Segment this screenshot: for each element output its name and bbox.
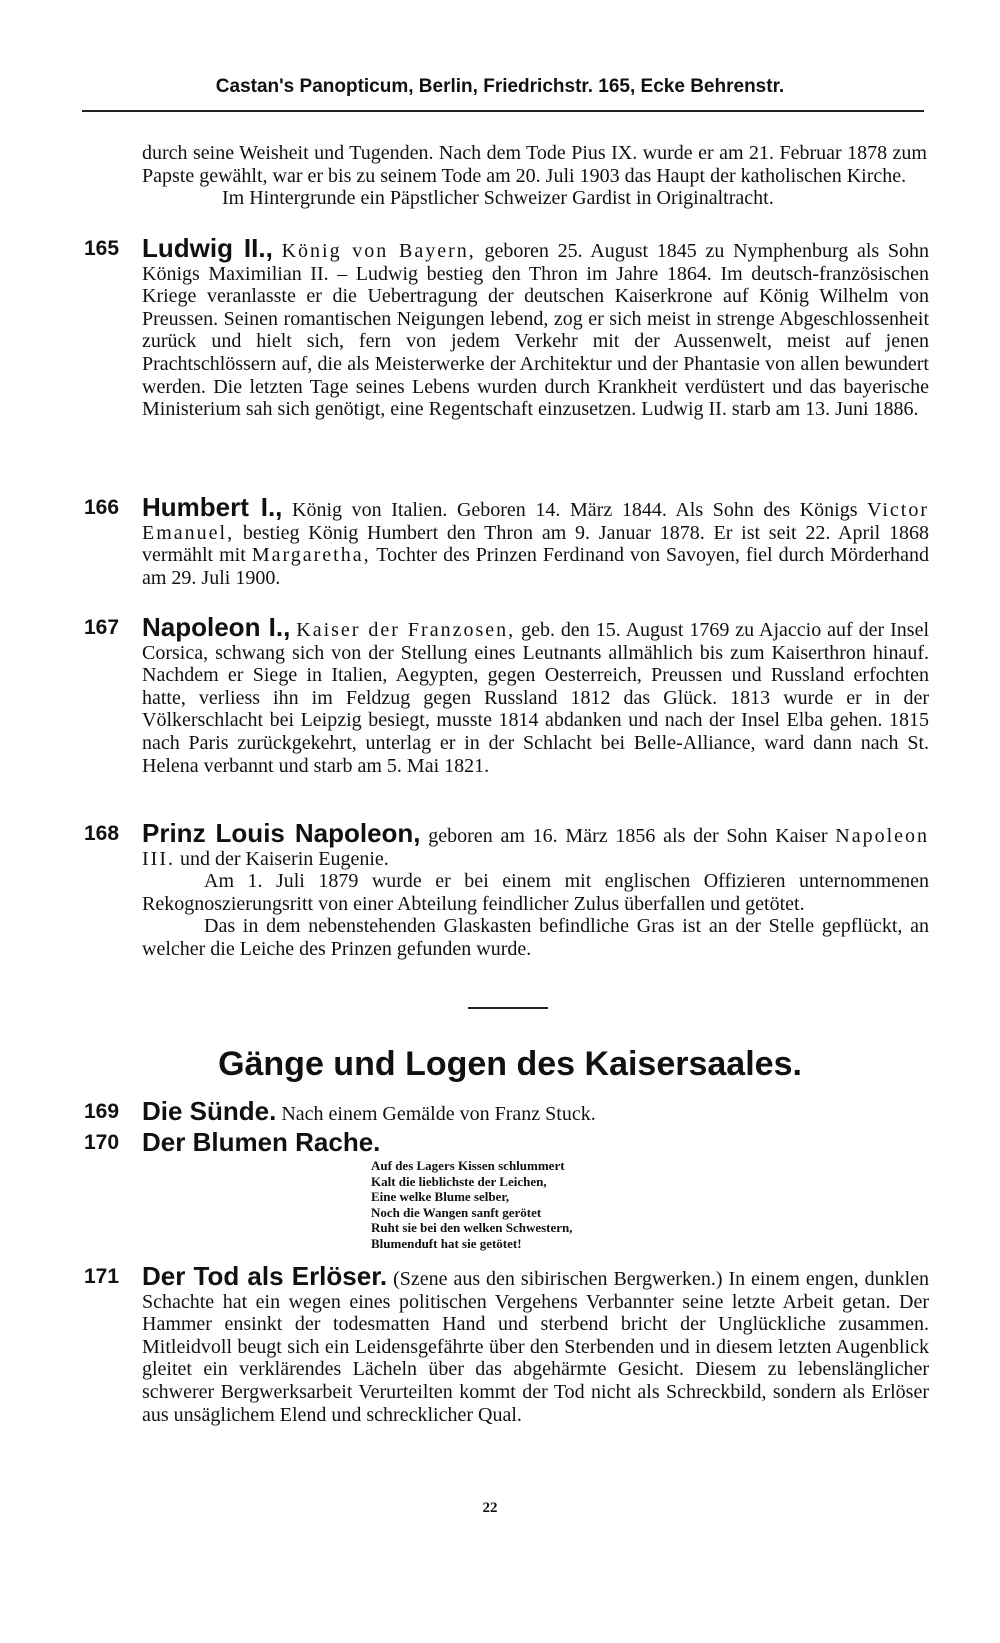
entry-spaced-name: Napoleon III.: [142, 825, 930, 870]
entry-text: Tochter des Prinzen Ferdinand von Savoyen, fiel durch Mörderhand am 29. Juli 1900.: [142, 544, 930, 589]
page-header: Castan's Panopticum, Berlin, Friedrichstr. 165, Ecke Behrenstr.: [215, 76, 785, 97]
entry-title: König von Italien.: [292, 499, 448, 521]
entry-text: Nach einem Gemälde von Franz Stuck.: [281, 1103, 596, 1125]
entry-text: und der Kaiserin Eugenie.: [179, 847, 389, 870]
poem-line: Eine welke Blume selber,: [371, 1189, 510, 1205]
entry-text: geboren am 16. März 1856 als der Sohn Kaiser: [428, 825, 828, 847]
entry-number: 167: [84, 616, 120, 639]
entry-number: 170: [84, 1131, 120, 1154]
entry-166: [84, 492, 930, 589]
entry-169: [84, 1096, 929, 1126]
header-rule: [82, 110, 924, 112]
intro-note: Im Hintergrunde ein Päpstlicher Schweizer Gardist in Originaltracht.: [222, 187, 774, 210]
poem-line: Ruht sie bei den welken Schwestern,: [371, 1220, 573, 1236]
entry-title: Kaiser der Franzosen,: [296, 619, 516, 641]
entry-165: [84, 233, 930, 421]
entry-paragraph: Am 1. Juli 1879 wurde er bei einem mit englischen Offizieren unternommenen Rekognoszierungsritt von einer Abteilung feindlicher Zulus überfallen und getötet.: [142, 870, 929, 915]
poem-line: Noch die Wangen sanft gerötet: [371, 1204, 542, 1220]
entry-number: 169: [84, 1100, 120, 1123]
entry-number: 165: [84, 237, 120, 260]
page-number: 22: [482, 1500, 498, 1516]
entry-title: König von Bayern,: [281, 240, 476, 262]
entry-text: (Szene aus den sibirischen Bergwerken.) In einem engen, dunklen Schachte hat ein wegen eines politischen Vergehens Verbannter seine letzte Arbeit getan. Der Hammer ensinkt der todesmatten Hand und sterbend bricht der Unglückliche zusammen. Mitleidvoll beugt sich ein Leidensgefährte über den Sterbenden und in diesem letzten Augenblick gleitet ein verklärendes Lächeln über das abgehärmte Gesicht. Diesem zu lebenslänglicher schwerer Bergwerksarbeit Verurteilten kommt der Tod nicht als Schreckbild, sondern als Erlöser aus unsäglichem Elend und schrecklicher Qual.: [142, 1268, 930, 1426]
entry-text: geboren 25. August 1845 zu Nymphenburg als Sohn Königs Maximilian II. – Ludwig bestieg den Thron im Jahre 1864. Im deutsch-französischen Kriege veranlasste er die Uebertragung der deutschen Kaiserkrone auf König Wilhelm von Preussen. Seinen romantischen Neigungen lebend, zog er sich meist in strenge Abgeschlossenheit zurück und hielt sich, fern von jedem Verkehr mit der Aussenwelt, meist auf jenen Prachtschlössern auf, die als Meisterwerke der Architektur und der Phantasie von allen bewundert werden. Die letzten Tage seines Lebens wurden durch Krankheit verdüstert und das bayerische Ministerium sah sich genötigt, eine Regentschaft einzusetzen. Ludwig II. starb am 13. Juni 1886.: [142, 240, 930, 421]
section-divider: [468, 1007, 548, 1009]
entry-name: Napoleon I.,: [142, 612, 291, 642]
entry-name: Die Sünde.: [142, 1096, 277, 1126]
entry-spaced-name: Victor Emanuel,: [142, 499, 930, 544]
intro-paragraph: [142, 142, 927, 210]
entry-171: [84, 1261, 930, 1426]
entry-name: Humbert I.,: [142, 492, 283, 522]
entry-number: 166: [84, 496, 120, 519]
entry-167: [84, 612, 930, 777]
entry-text: bestieg König Humbert den Thron am 9. Januar 1878. Er ist seit 22. April 1868 vermählt mit: [142, 521, 929, 567]
entry-name: Der Tod als Erlöser.: [142, 1261, 388, 1291]
entry-number: 171: [84, 1265, 120, 1288]
entry-name: Ludwig II.,: [142, 233, 273, 263]
entry-paragraph: Das in dem nebenstehenden Glaskasten befindliche Gras ist an der Stelle gepflückt, an welcher die Leiche des Prinzen gefunden wurde.: [142, 915, 929, 960]
section-title: Gänge und Logen des Kaisersaales.: [218, 1045, 802, 1083]
entry-text: Geboren 14. März 1844. Als Sohn des Königs: [456, 499, 858, 521]
entry-number: 168: [84, 822, 120, 845]
entry-168: [84, 818, 930, 961]
entry-name: Der Blumen Rache.: [142, 1127, 381, 1157]
entry-text: geb. den 15. August 1769 zu Ajaccio auf der Insel Corsica, schwang sich von der Stellung eines Leutnants allmählich bis zum Kaiserthron hinauf. Nachdem er Siege in Italien, Aegypten, gegen Oesterreich, Preussen und Russland erfochten hatte, verliess ihn im Feldzug gegen Russland 1812 das Glück. 1813 wurde er in der Völkerschlacht bei Leipzig besiegt, musste 1814 abdanken und nach der Insel Elba gehen. 1815 nach Paris zurückgekehrt, unterlag er in der Schlacht bei Belle-Alliance, ward dann nach St. Helena verbannt und starb am 5. Mai 1821.: [142, 619, 930, 777]
poem-line: Kalt die lieblichste der Leichen,: [371, 1173, 547, 1189]
entry-spaced-name: Margaretha,: [251, 544, 371, 567]
poem: [371, 1158, 573, 1252]
entry-name: Prinz Louis Napoleon,: [142, 818, 421, 848]
poem-line: Auf des Lagers Kissen schlummert: [371, 1158, 565, 1173]
entry-170: [84, 1127, 929, 1157]
intro-text: durch seine Weisheit und Tugenden. Nach dem Tode Pius IX. wurde er am 21. Februar 1878 zum Papste gewählt, war er bis zu seinem Tode am 20. Juli 1903 das Haupt der katholischen Kirche.: [142, 142, 927, 187]
poem-line: Blumenduft hat sie getötet!: [371, 1235, 522, 1251]
